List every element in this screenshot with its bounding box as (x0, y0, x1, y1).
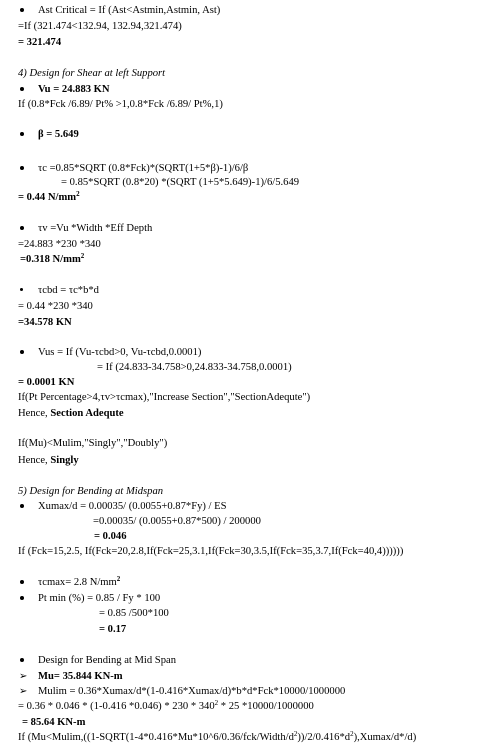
vus-result: = 0.0001 KN (18, 377, 75, 388)
xumax-substitution: =0.00035/ (0.0055+0.87*500) / 200000 (93, 516, 261, 527)
mulim-substitution: = 0.36 * 0.046 * (1-0.416 $*0.046) * 230 * 340^2 * 25$ *10000/1000000 (18, 699, 314, 712)
ast-critical-substitution: =If (321.474<132.94, 132.94,321.474) (18, 21, 182, 32)
pt-min-formula: Pt min (%) = 0.85 / Fy * 100 (38, 593, 161, 604)
tau-cmax-formula: If (Fck=15,2.5, If(Fck=20,2.8,If(Fck=25,3.1,If(Fck=30,3.5,If(Fck=35,3.7,If(Fck=40,4)))))) (18, 546, 404, 557)
reinforcement-type-formula: If(Mu)<Mulim,"Singly","Doubly") (18, 438, 168, 449)
mu-value: Mu= 35.844 KN-m (38, 671, 123, 682)
tau-c-formula: τc =0.85*SQRT (0.8*Fck)*(SQRT(1+5*β)-1)/6/β (38, 163, 249, 174)
tau-c-result: = 0.44 $N/mm^2$ (18, 190, 80, 203)
section-heading-shear: 4) Design for Shear at left Support (18, 68, 166, 79)
ast-critical-formula: Ast Critical = If (Ast<Astmin,Astmin, Ast) (38, 5, 221, 16)
reinforcement-type-conclusion: Hence, Singly (18, 455, 79, 466)
xumax-result: = 0.046 (94, 531, 127, 542)
bending-midspan-label: Design for Bending at Mid Span (38, 655, 176, 666)
ast-critical-result: = 321.474 (18, 37, 62, 48)
bullet (20, 4, 26, 17)
tau-cmax-value: τcmax= 2.8 $N/mm^2$ (38, 575, 121, 588)
tau-cbd-formula: τcbd = τc*b*d (38, 285, 99, 296)
bullet (20, 654, 26, 667)
arrow-bullet-icon (19, 670, 29, 683)
bullet (20, 592, 26, 605)
mulim-formula: Mulim = 0.36*Xumax/d*(1-0.416*Xumax/d)*b*d*Fck*10000/1000000 (38, 686, 346, 697)
section-check-formula: If(Pt Percentage>4,τv>τcmax),"Increase Section","SectionAdequte") (18, 392, 311, 403)
tau-cbd-substitution: = 0.44 *230 *340 (18, 301, 93, 312)
bullet (20, 222, 26, 235)
beta-formula: If (0.8*Fck /6.89/ Pt% >1,0.8*Fck /6.89/ Pt%,1) (18, 99, 223, 110)
beta-value: β = 5.649 (38, 129, 79, 140)
bullet (20, 576, 26, 589)
bullet (20, 128, 26, 141)
xu-formula: If $(Mu<Mulim,((1-SQRT(1-4*0.416*Mu*10\^{}6/0.36/fck/Width/d^2))/2/0.416*d^2),Xumax/d*/d)$ (18, 730, 417, 743)
bullet (20, 284, 26, 297)
vus-formula: Vus = If (Vu-τcbd>0, Vu-τcbd,0.0001) (38, 347, 202, 358)
tau-v-formula: τv =Vu *Width *Eff Depth (38, 223, 153, 234)
pt-min-substitution: = 0.85 /500*100 (99, 608, 169, 619)
bullet (20, 500, 26, 513)
arrow-bullet-icon (19, 685, 29, 698)
tau-v-result: =0.318 $N/mm^2$ (20, 252, 85, 265)
pt-min-result: = 0.17 (99, 624, 127, 635)
section-heading-bending: 5) Design for Bending at Midspan (18, 486, 164, 497)
bullet (20, 83, 26, 96)
vus-substitution: = If (24.833-34.758>0,24.833-34.758,0.0001) (97, 362, 292, 373)
vu-value: Vu = 24.883 KN (38, 84, 110, 95)
bullet (20, 346, 26, 359)
tau-cbd-result: =34.578 KN (18, 317, 72, 328)
xumax-formula: Xumax/d = 0.00035/ (0.0055+0.87*Fy) / ES (38, 501, 227, 512)
tau-v-substitution: =24.883 *230 *340 (18, 239, 101, 250)
tau-c-substitution: = 0.85*SQRT (0.8*20) *(SQRT (1+5*5.649)-1)/6/5.649 (61, 177, 300, 188)
section-check-conclusion: Hence, Section Adequte (18, 408, 124, 419)
mulim-result: = 85.64 KN-m (22, 717, 86, 728)
bullet (20, 162, 26, 175)
